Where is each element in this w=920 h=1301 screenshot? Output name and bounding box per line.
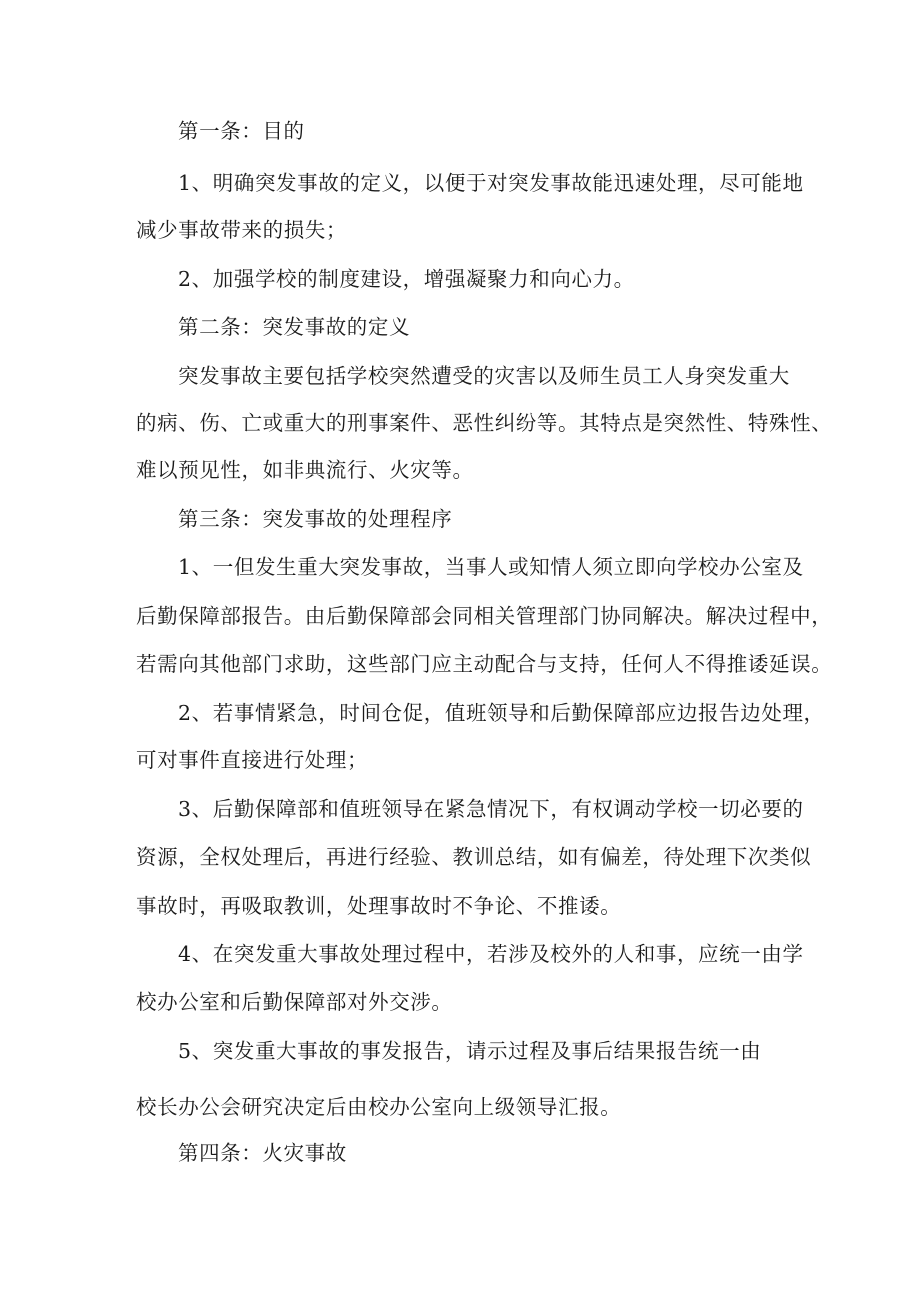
paragraph-4-line-1: 1、一但发生重大突发事故，当事人或知情人须立即向学校办公室及 [178,555,804,579]
heading-article-1: 第一条：目的 [178,119,305,143]
heading-article-4: 第四条：火灾事故 [178,1141,347,1165]
paragraph-3-line-1: 突发事故主要包括学校突然遭受的灾害以及师生员工人身突发重大 [178,364,790,388]
paragraph-1-line-1: 1、明确突发事故的定义，以便于对突发事故能迅速处理，尽可能地 [178,171,804,195]
paragraph-4-line-2: 后勤保障部报告。由后勤保障部会同相关管理部门协同解决。解决过程中， [136,604,833,628]
heading-article-3: 第三条：突发事故的处理程序 [178,507,453,531]
paragraph-6-line-2: 资源，全权处理后，再进行经验、教训总结，如有偏差，待处理下次类似 [136,845,812,869]
paragraph-8-line-1: 5、突发重大事故的事发报告，请示过程及事后结果报告统一由 [178,1039,762,1063]
paragraph-5-line-2: 可对事件直接进行处理； [136,748,369,772]
paragraph-8-line-2: 校长办公会研究决定后由校办公室向上级领导汇报。 [136,1095,622,1119]
paragraph-5-line-1: 2、若事情紧急，时间仓促，值班领导和后勤保障部应边报告边处理， [178,701,825,725]
paragraph-7-line-1: 4、在突发重大事故处理过程中，若涉及校外的人和事，应统一由学 [178,942,804,966]
heading-article-2: 第二条：突发事故的定义 [178,315,411,339]
paragraph-2-line-1: 2、加强学校的制度建设，增强凝聚力和向心力。 [178,267,635,291]
paragraph-4-line-3: 若需向其他部门求助，这些部门应主动配合与支持，任何人不得推诿延误。 [136,652,833,676]
paragraph-6-line-1: 3、后勤保障部和值班领导在紧急情况下，有权调动学校一切必要的 [178,797,804,821]
paragraph-7-line-2: 校办公室和后勤保障部对外交涉。 [136,990,453,1014]
paragraph-3-line-2: 的病、伤、亡或重大的刑事案件、恶性纠纷等。其特点是突然性、特殊性、 [136,411,833,435]
paragraph-1-line-2: 减少事故带来的损失； [136,218,347,242]
paragraph-6-line-3: 事故时，再吸取教训，处理事故时不争论、不推诿。 [136,894,622,918]
paragraph-3-line-3: 难以预见性，如非典流行、火灾等。 [136,458,474,482]
